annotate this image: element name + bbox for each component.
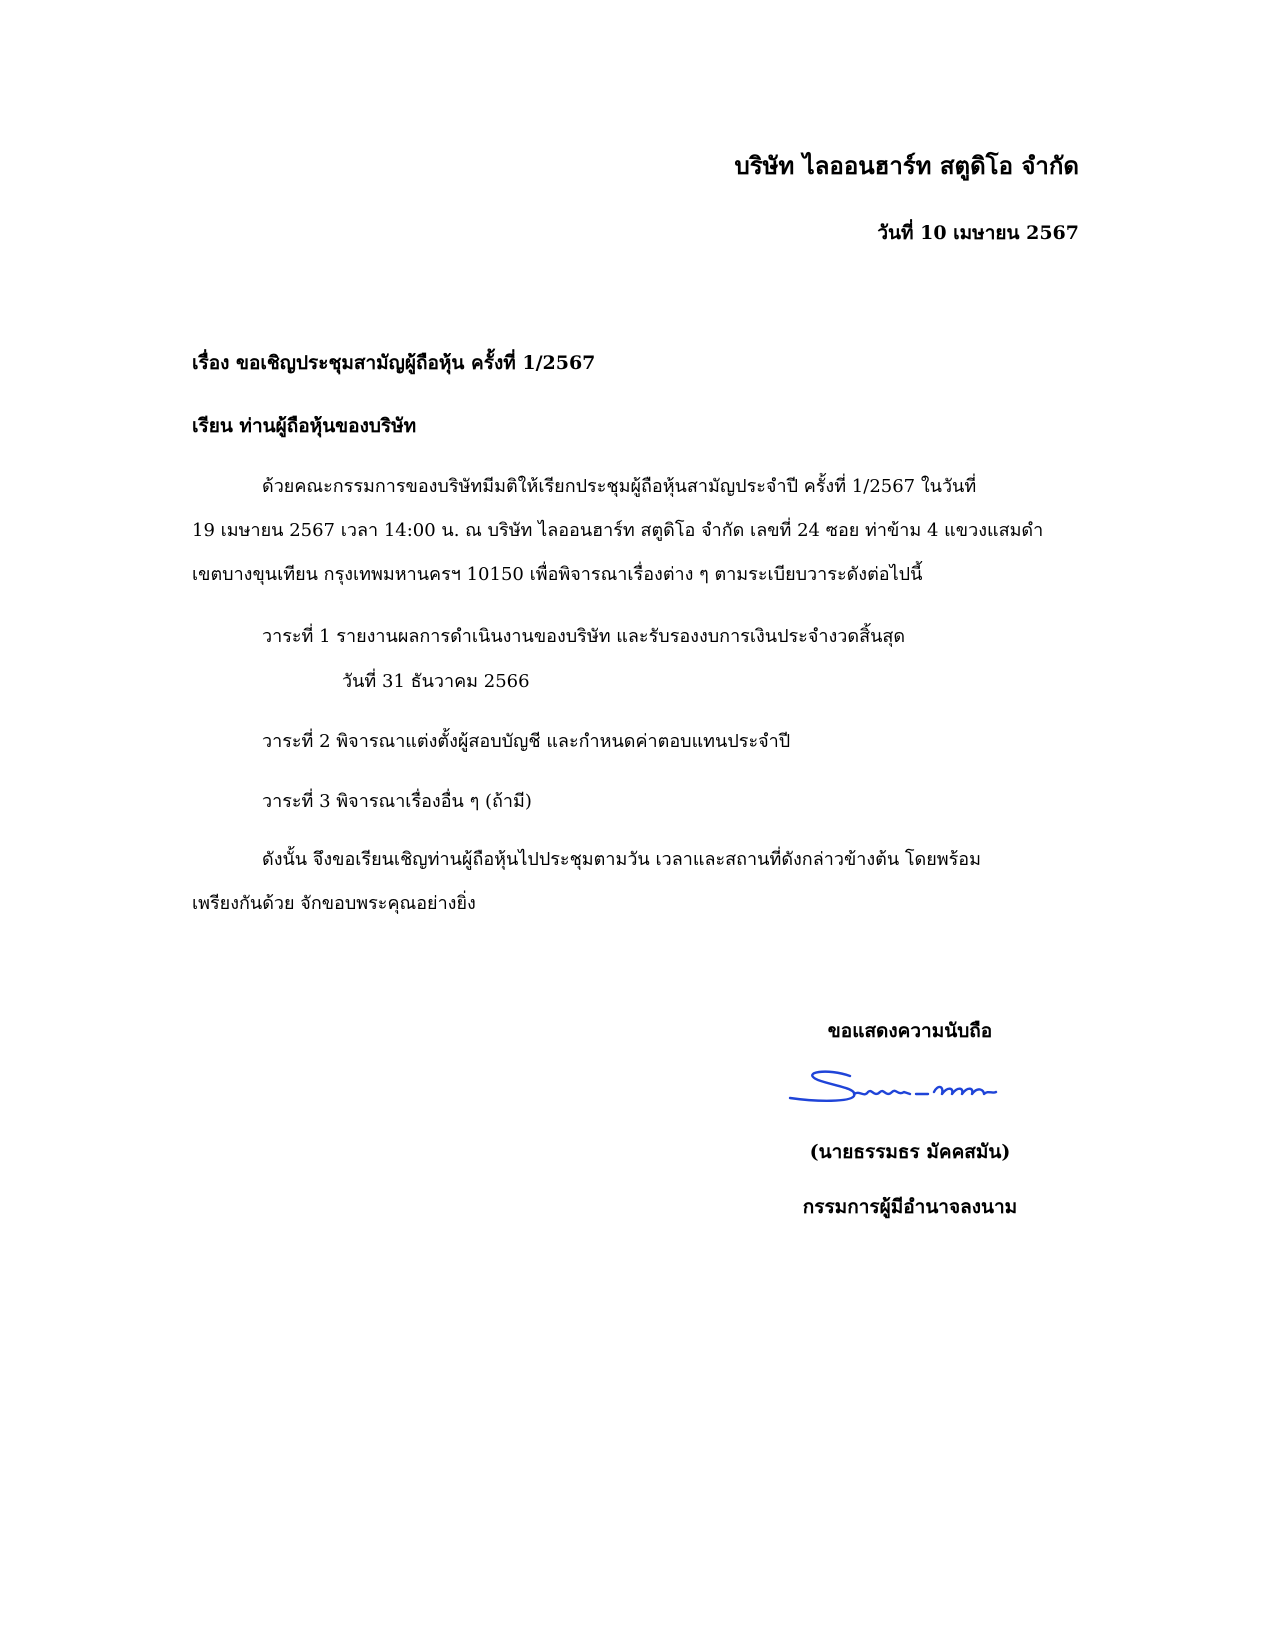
letter-salutation: เรียน ท่านผู้ถือหุ้นของบริษัท [192,415,417,437]
intro-line: เขตบางขุนเทียน กรุงเทพมหานครฯ 10150 เพื่อพิจารณาเรื่องต่าง ๆ ตามระเบียบวาระดังต่อไปนี้ [192,564,923,585]
agenda-item-1-continuation: วันที่ 31 ธันวาคม 2566 [342,671,530,692]
agenda-item-1: วาระที่ 1 รายงานผลการดำเนินงานของบริษัท และรับรองงบการเงินประจำงวดสิ้นสุด [262,626,906,647]
closing-paragraph [192,838,1074,926]
closing-regards: ขอแสดงความนับถือ [827,1020,993,1042]
closing-line: เพรียงกันด้วย จักขอบพระคุณอย่างยิ่ง [192,893,476,914]
letter-subject: เรื่อง ขอเชิญประชุมสามัญผู้ถือหุ้น ครั้งที่ 1/2567 [192,352,596,374]
signer-name: (นายธรรมธร มัคคสมัน) [809,1141,1011,1163]
signature-image [788,1064,1003,1108]
intro-line: 19 เมษายน 2567 เวลา 14:00 น. ณ บริษัท ไลออนฮาร์ท สตูดิโอ จำกัด เลขที่ 24 ซอย ท่าข้าม 4 แขวงแสมดำ [192,520,1044,541]
agenda-item-2: วาระที่ 2 พิจารณาแต่งตั้งผู้สอบบัญชี และกำหนดค่าตอบแทนประจำปี [262,731,791,752]
intro-line: ด้วยคณะกรรมการของบริษัทมีมติให้เรียกประชุมผู้ถือหุ้นสามัญประจำปี ครั้งที่ 1/2567 ในวันที่ [262,476,977,497]
signer-title: กรรมการผู้มีอำนาจลงนาม [802,1196,1018,1218]
company-name: บริษัท ไลออนฮาร์ท สตูดิโอ จำกัด [734,151,1079,180]
closing-line: ดังนั้น จึงขอเรียนเชิญท่านผู้ถือหุ้นไปประชุมตามวัน เวลาและสถานที่ดังกล่าวข้างต้น โดยพร้อม [262,849,981,870]
letter-date: วันที่ 10 เมษายน 2567 [877,222,1079,244]
agenda-item-3: วาระที่ 3 พิจารณาเรื่องอื่น ๆ (ถ้ามี) [262,791,532,812]
intro-paragraph [192,465,1074,597]
